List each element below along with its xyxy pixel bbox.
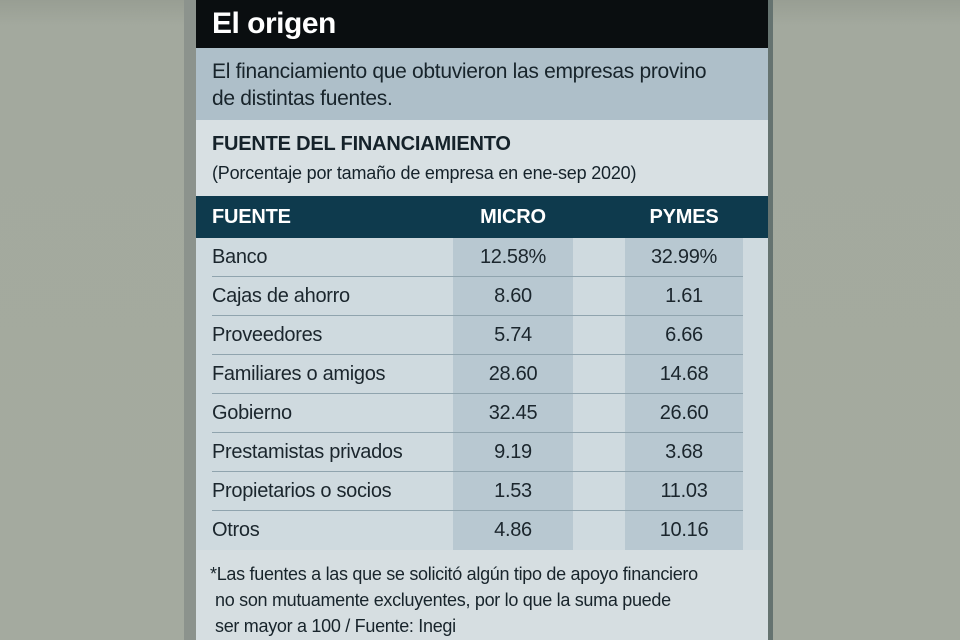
table-header-row	[196, 196, 768, 238]
table-row	[196, 433, 768, 472]
footnote	[196, 550, 768, 640]
row-micro-value: 8.60	[494, 285, 532, 307]
row-label: Banco	[212, 246, 268, 268]
column-header-pymes: PYMES	[649, 206, 719, 228]
table-row	[196, 316, 768, 355]
row-micro-value: 32.45	[488, 402, 538, 424]
row-pymes-value: 11.03	[660, 480, 708, 502]
column-header-fuente: FUENTE	[212, 206, 291, 228]
row-pymes-value: 3.68	[665, 441, 703, 463]
infographic-title: El origen	[196, 0, 768, 48]
row-micro-value: 5.74	[494, 324, 532, 346]
description-line-1: El financiamiento que obtuvieron las empresas provino	[212, 60, 707, 83]
table-body	[196, 238, 768, 550]
row-micro-value: 1.53	[494, 480, 532, 502]
row-label: Otros	[212, 519, 260, 541]
row-pymes-value: 14.68	[659, 363, 709, 385]
section-header	[196, 120, 768, 196]
table-row	[196, 355, 768, 394]
infographic-description	[196, 48, 768, 120]
column-header-micro: MICRO	[480, 206, 546, 228]
section-heading: FUENTE DEL FINANCIAMIENTO	[212, 133, 511, 155]
row-pymes-value: 32.99%	[650, 246, 718, 268]
card-right-shadow	[768, 0, 773, 640]
section-subheading: (Porcentaje por tamaño de empresa en ene-sep 2020)	[212, 163, 637, 183]
card-left-shadow	[184, 0, 196, 640]
table-row	[196, 511, 768, 550]
table-row	[196, 238, 768, 277]
table-row	[196, 472, 768, 511]
row-label: Prestamistas privados	[212, 441, 403, 463]
row-label: Propietarios o socios	[212, 480, 392, 502]
row-pymes-value: 26.60	[659, 402, 709, 424]
description-line-2: de distintas fuentes.	[212, 87, 393, 110]
row-micro-value: 4.86	[494, 519, 532, 541]
row-micro-value: 9.19	[494, 441, 532, 463]
row-micro-value: 28.60	[488, 363, 538, 385]
row-pymes-value: 1.61	[665, 285, 703, 307]
row-label: Cajas de ahorro	[212, 285, 350, 307]
footnote-line-1: *Las fuentes a las que se solicitó algún tipo de apoyo financiero	[210, 564, 698, 584]
infographic-card	[196, 0, 768, 640]
row-micro-value: 12.58%	[479, 246, 547, 268]
row-pymes-value: 6.66	[665, 324, 703, 346]
footnote-line-3: ser mayor a 100 / Fuente: Inegi	[215, 616, 456, 636]
table-row	[196, 394, 768, 433]
table-row	[196, 277, 768, 316]
row-label: Proveedores	[212, 324, 323, 346]
footnote-line-2: no son mutuamente excluyentes, por lo que la suma puede	[215, 590, 671, 610]
row-pymes-value: 10.16	[659, 519, 709, 541]
row-label: Gobierno	[212, 402, 292, 424]
row-label: Familiares o amigos	[212, 363, 386, 385]
